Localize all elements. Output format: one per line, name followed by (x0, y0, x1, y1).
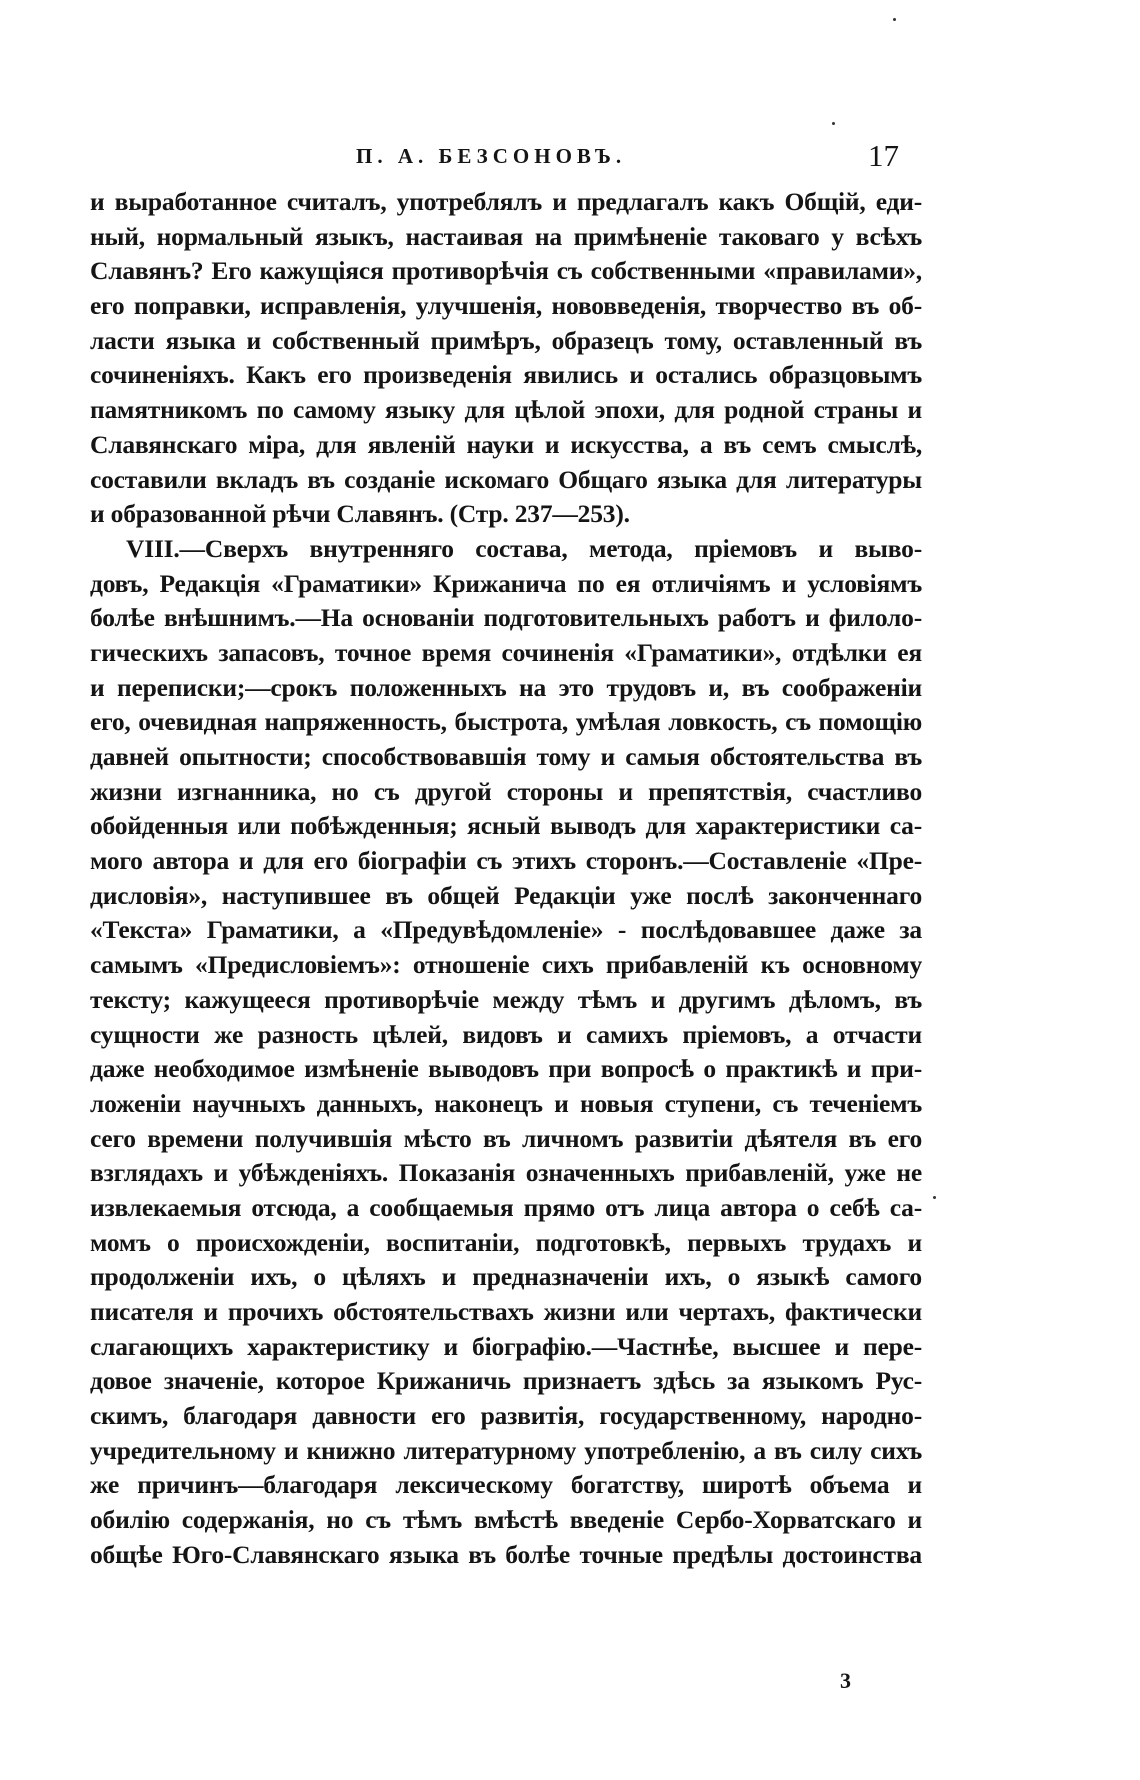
text-line: же причинъ—благодаря лексическому богатству, широтѣ объема и (90, 1470, 922, 1500)
text-line: обилію содержанія, но съ тѣмъ вмѣстѣ введеніе Сербо-Хорватскаго и (90, 1505, 922, 1535)
text-line: взглядахъ и убѣжденіяхъ. Показанія означенныхъ прибавленій, уже не (90, 1158, 922, 1188)
running-header (0, 138, 1140, 178)
page-number: 17 (868, 138, 899, 173)
text-line: обойденныя или побѣжденныя; ясный выводъ для характеристики са- (90, 811, 922, 841)
text-line: сущности же разность цѣлей, видовъ и самихъ пріемовъ, а отчасти (90, 1019, 922, 1049)
text-line: давней опытности; способствовавшія тому и самыя обстоятельства въ (90, 742, 922, 771)
text-line: памятникомъ по самому языку для цѣлой эпохи, для родной страны и (90, 395, 922, 425)
text-line: и выработанное считалъ, употреблялъ и предлагалъ какъ Общій, еди- (90, 187, 922, 216)
text-line: ный, нормальный языкъ, настаивая на примѣненіе таковаго у всѣхъ (90, 221, 922, 251)
signature-mark: 3 (840, 1668, 851, 1693)
paragraph-end-line: и образованной рѣчи Славянъ. (Стр. 237—253). (90, 499, 630, 529)
text-line: довое значеніе, которое Крижаничь признаетъ здѣсь за языкомъ Рус- (90, 1366, 922, 1396)
text-line: Славянъ? Его кажущіяся противорѣчія съ собственными «правилами», (90, 256, 922, 286)
text-line: составили вкладъ въ созданіе искомаго Общаго языка для литературы (90, 464, 922, 494)
text-line: ложеніи научныхъ данныхъ, наконецъ и новыя ступени, съ теченіемъ (90, 1088, 922, 1118)
text-line: тексту; кажущееся противорѣчіе между тѣмъ и другимъ дѣломъ, въ (90, 984, 922, 1014)
text-line: мого автора и для его біографіи съ этихъ сторонъ.—Составленіе «Пре- (90, 846, 922, 876)
text-line: слагающихъ характеристику и біографію.—Частнѣе, высшее и пере- (90, 1331, 922, 1361)
text-line: извлекаемыя отсюда, а сообщаемыя прямо отъ лица автора о себѣ са- (90, 1192, 922, 1222)
body-text (90, 185, 922, 1573)
text-line: продолженіи ихъ, о цѣляхъ и предназначеніи ихъ, о языкѣ самого (90, 1262, 922, 1292)
scan-speck (832, 122, 835, 125)
text-line: дисловія», наступившее въ общей Редакціи уже послѣ законченнаго (90, 880, 922, 910)
scan-speck (893, 18, 896, 21)
text-line: довъ, Редакція «Граматики» Крижанича по ея отличіямъ и условіямъ (90, 568, 922, 598)
text-line: самымъ «Предисловіемъ»: отношеніе сихъ прибавленій къ основному (90, 950, 922, 980)
text-line: учредительному и книжно литературному употребленію, а въ силу сихъ (90, 1435, 922, 1465)
text-line: ласти языка и собственный примѣръ, образецъ тому, оставленный въ (90, 325, 922, 355)
text-line: и переписки;—срокъ положенныхъ на это трудовъ и, въ соображеніи (90, 672, 922, 702)
text-line: писателя и прочихъ обстоятельствахъ жизни или чертахъ, фактически (90, 1297, 922, 1326)
scan-speck (933, 1196, 936, 1199)
text-line: его поправки, исправленія, улучшенія, нововведенія, творчество въ об- (90, 291, 922, 321)
text-line: общѣе Юго-Славянскаго языка въ болѣе точные предѣлы достоинства (90, 1539, 922, 1569)
text-line: сего времени получившія мѣсто въ личномъ развитіи дѣятеля въ его (90, 1123, 922, 1153)
text-line: его, очевидная напряженность, быстрота, умѣлая ловкость, съ помощію (90, 707, 922, 737)
text-line: жизни изгнанника, но съ другой стороны и препятствія, счастливо (90, 776, 922, 806)
section-start-line: VIII.—Сверхъ внутренняго состава, метода, пріемовъ и выво- (126, 533, 922, 563)
running-title: П. А. БЕЗСОНОВЪ. (356, 144, 627, 168)
text-line: даже необходимое измѣненіе выводовъ при вопросѣ о практикѣ и при- (90, 1054, 922, 1084)
text-line: «Текста» Граматики, а «Предувѣдомленіе» - послѣдовавшее даже за (90, 915, 922, 945)
text-line: скимъ, благодаря давности его развитія, государственному, народно- (90, 1401, 922, 1431)
text-line: болѣе внѣшнимъ.—На основаніи подготовительныхъ работъ и филоло- (90, 603, 922, 633)
text-line: Славянскаго міра, для явленій науки и искусства, а въ семъ смыслѣ, (90, 429, 922, 459)
text-line: сочиненіяхъ. Какъ его произведенія явились и остались образцовымъ (90, 360, 922, 390)
text-line: момъ о происхожденіи, воспитаніи, подготовкѣ, первыхъ трудахъ и (90, 1227, 922, 1257)
text-line: гическихъ запасовъ, точное время сочиненія «Граматики», отдѣлки ея (90, 637, 922, 667)
